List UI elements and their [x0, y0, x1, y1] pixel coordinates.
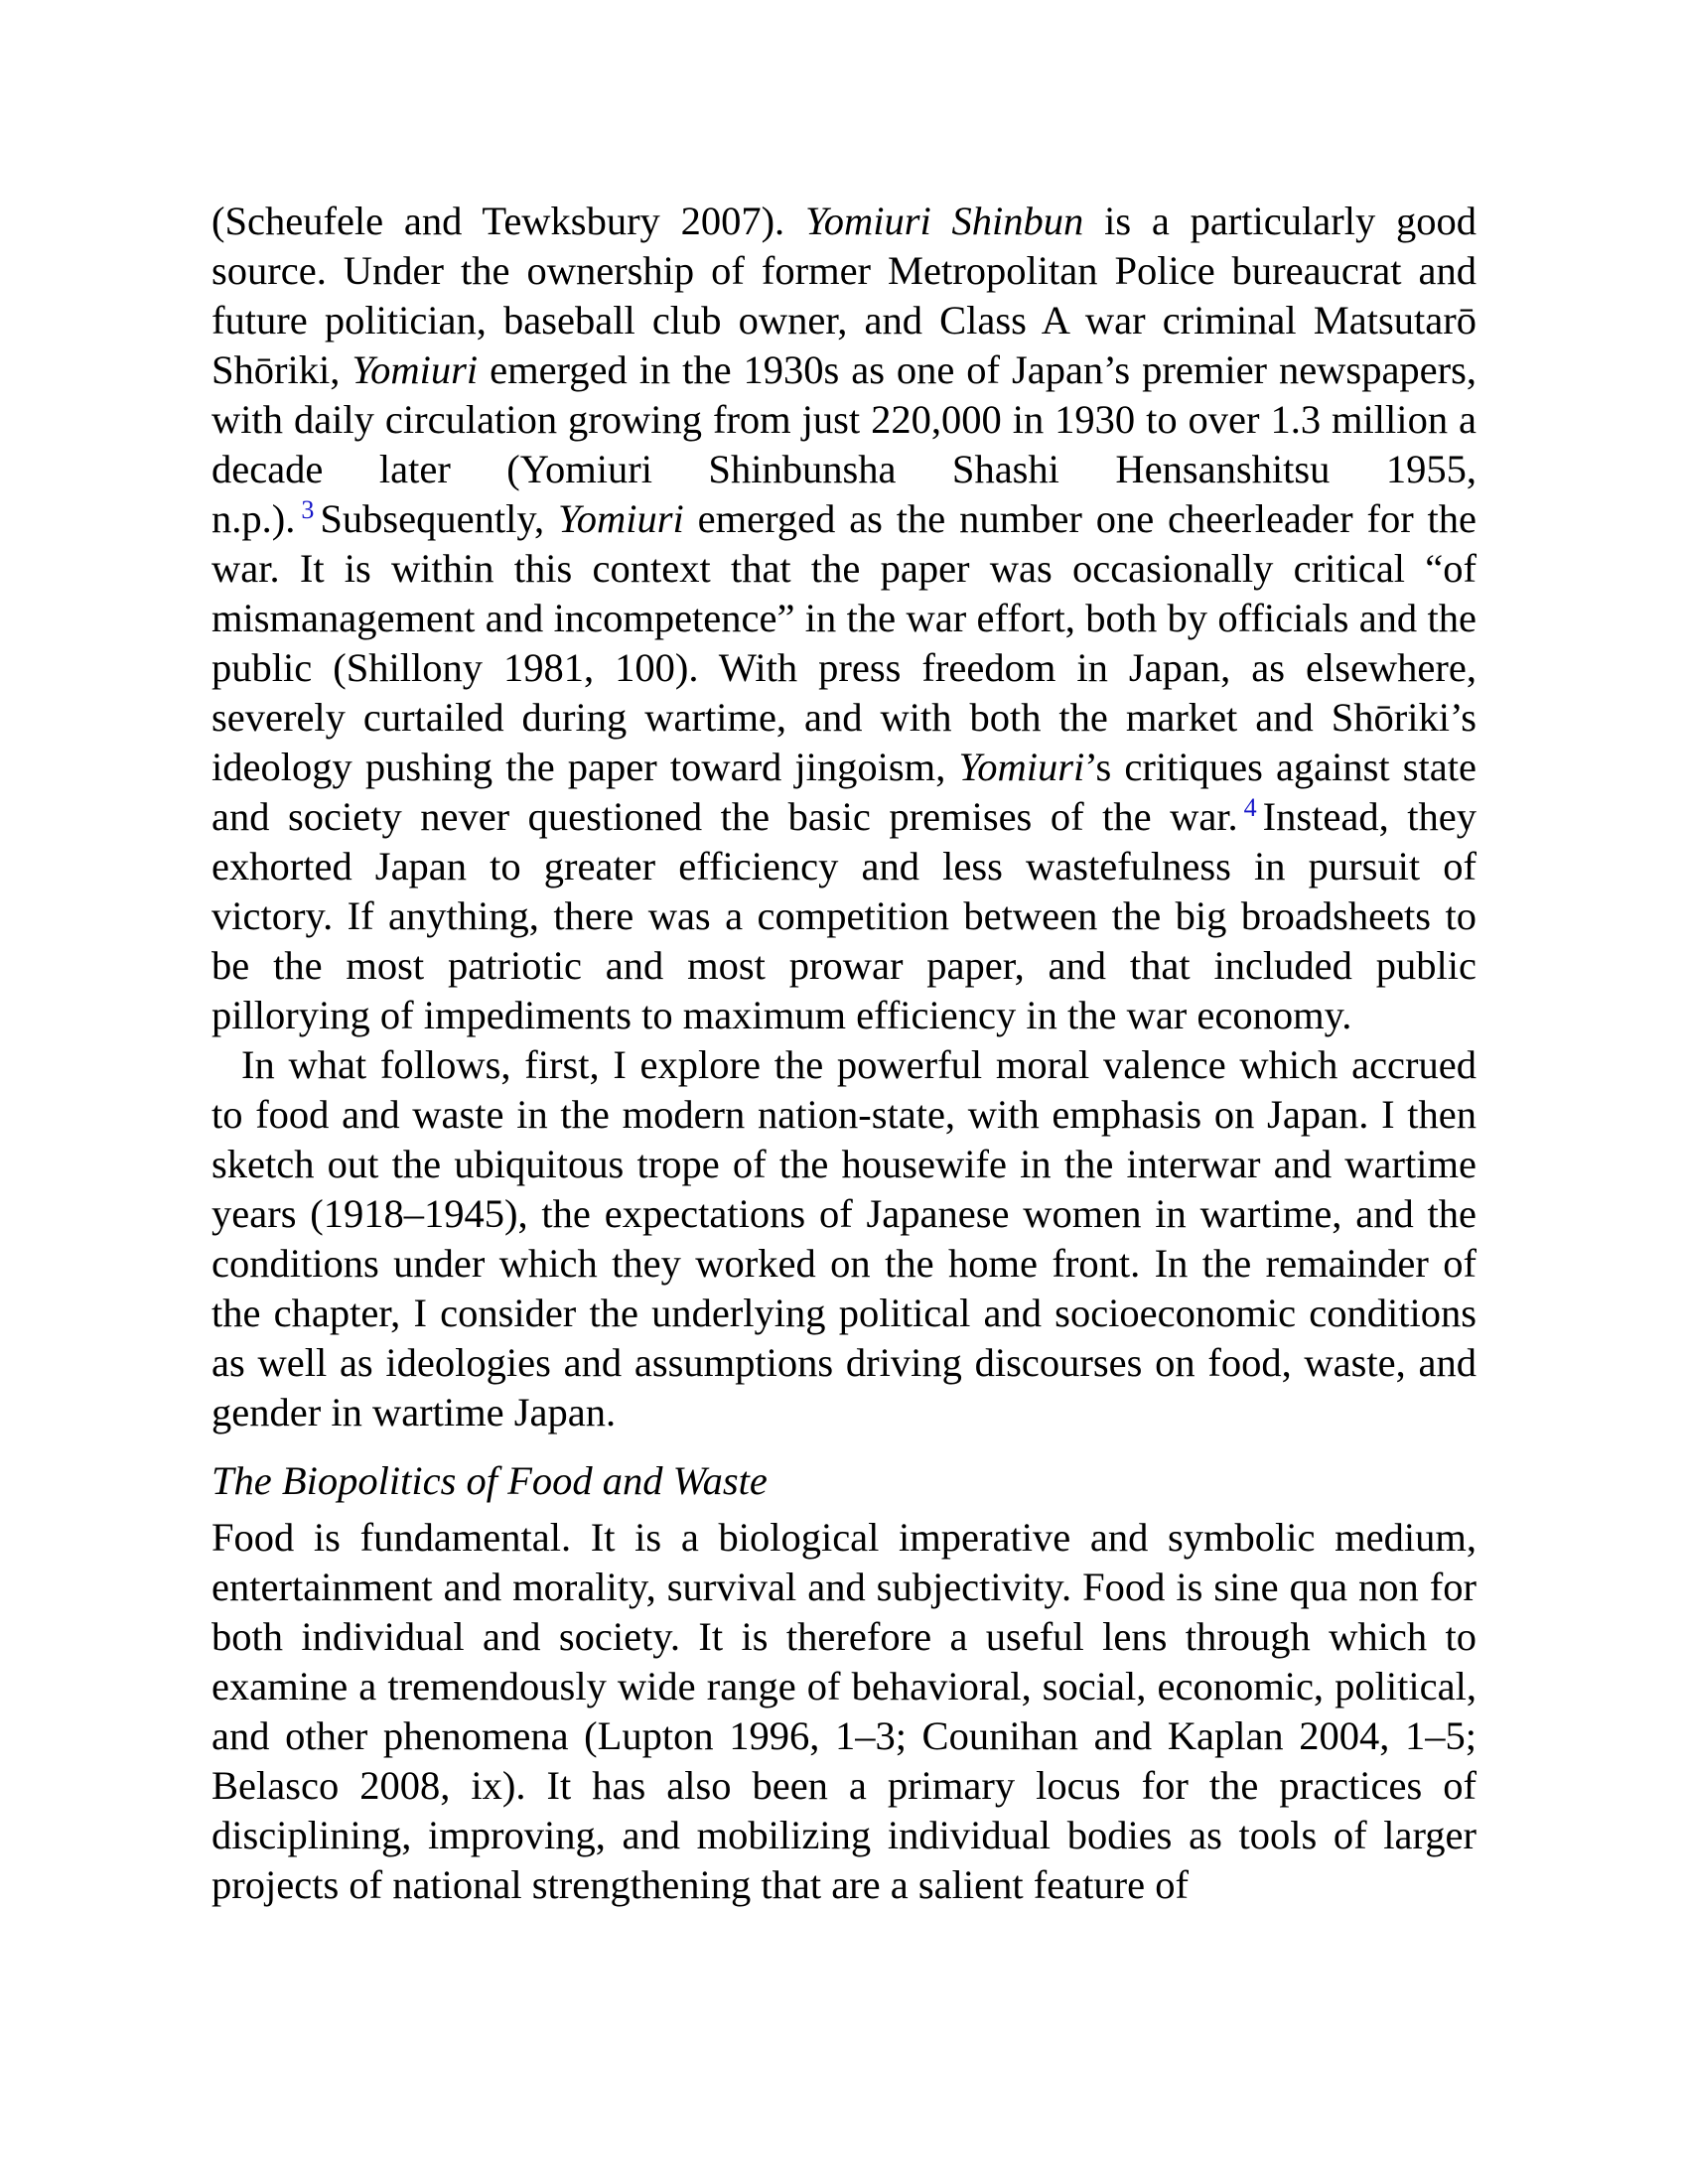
- italic-title-run: Yomiuri: [352, 347, 479, 392]
- italic-title-run: Yomiuri Shinbun: [804, 199, 1084, 243]
- text-run: is a particularly good source. Under the ownership of former Metropolitan Police bureaucrat and future politician, baseball club owner, and Class A war criminal Matsutarō Shōriki,: [211, 199, 1477, 392]
- body-paragraph-2: In what follows, first, I explore the powerful moral valence which accrued to food and waste in the modern nation-state, with emphasis on Japan. I then sketch out the ubiquitous trope of the housewife in the interwar and wartime years (1918–1945), the expectations of Japanese women in wartime, and the conditions under which they worked on the home front. In the remainder of the chapter, I consider the underlying political and socioeconomic conditions as well as ideologies and assumptions driving discourses on food, waste, and gender in wartime Japan.: [211, 1042, 1477, 1434]
- italic-title-run: Yomiuri: [557, 496, 684, 541]
- section-heading: The Biopolitics of Food and Waste: [211, 1458, 768, 1503]
- footnote-link-3[interactable]: 3: [301, 494, 315, 524]
- footnote-link-4[interactable]: 4: [1243, 792, 1257, 822]
- text-run: (Scheufele and Tewksbury 2007).: [211, 199, 785, 243]
- text-run: Subsequently,: [320, 496, 545, 541]
- text-run: Instead, they exhorted Japan to greater efficiency and less wastefulness in pursuit of victory. If anything, there was a competition between the big broadsheets to be the most patriotic and most prowar paper, and that included public pillorying of impediments to maximum efficiency in the war economy.: [211, 794, 1477, 1037]
- text-run: emerged as the number one cheerleader for the war. It is within this context that the paper was occasionally critical “of mismanagement and incompetence” in the war effort, both by officials and the public (Shillony 1981, 100). With press freedom in Japan, as elsewhere, severely curtailed during wartime, and with both the market and Shōriki’s ideology pushing the paper toward jingoism,: [211, 496, 1477, 789]
- document-page: [211, 197, 1477, 1910]
- text-run: ’s critiques against state and society never questioned the basic premises of the war.: [211, 745, 1477, 839]
- body-paragraph-1: [211, 197, 1477, 1040]
- italic-title-run: Yomiuri: [958, 745, 1085, 789]
- body-paragraph-3: Food is fundamental. It is a biological imperative and symbolic medium, entertainment and morality, survival and subjectivity. Food is sine qua non for both individual and society. It is therefore a useful lens through which to examine a tremendously wide range of behavioral, social, economic, political, and other phenomena (Lupton 1996, 1–3; Counihan and Kaplan 2004, 1–5; Belasco 2008, ix). It has also been a primary locus for the practices of disciplining, improving, and mobilizing individual bodies as tools of larger projects of national strengthening that are a salient feature of: [211, 1515, 1477, 1907]
- text-run: emerged in the 1930s as one of Japan’s premier newspapers, with daily circulation growing from just 220,000 in 1930 to over 1.3 million a decade later (Yomiuri Shinbunsha Shashi Hensanshitsu 1955, n.p.).: [211, 347, 1477, 541]
